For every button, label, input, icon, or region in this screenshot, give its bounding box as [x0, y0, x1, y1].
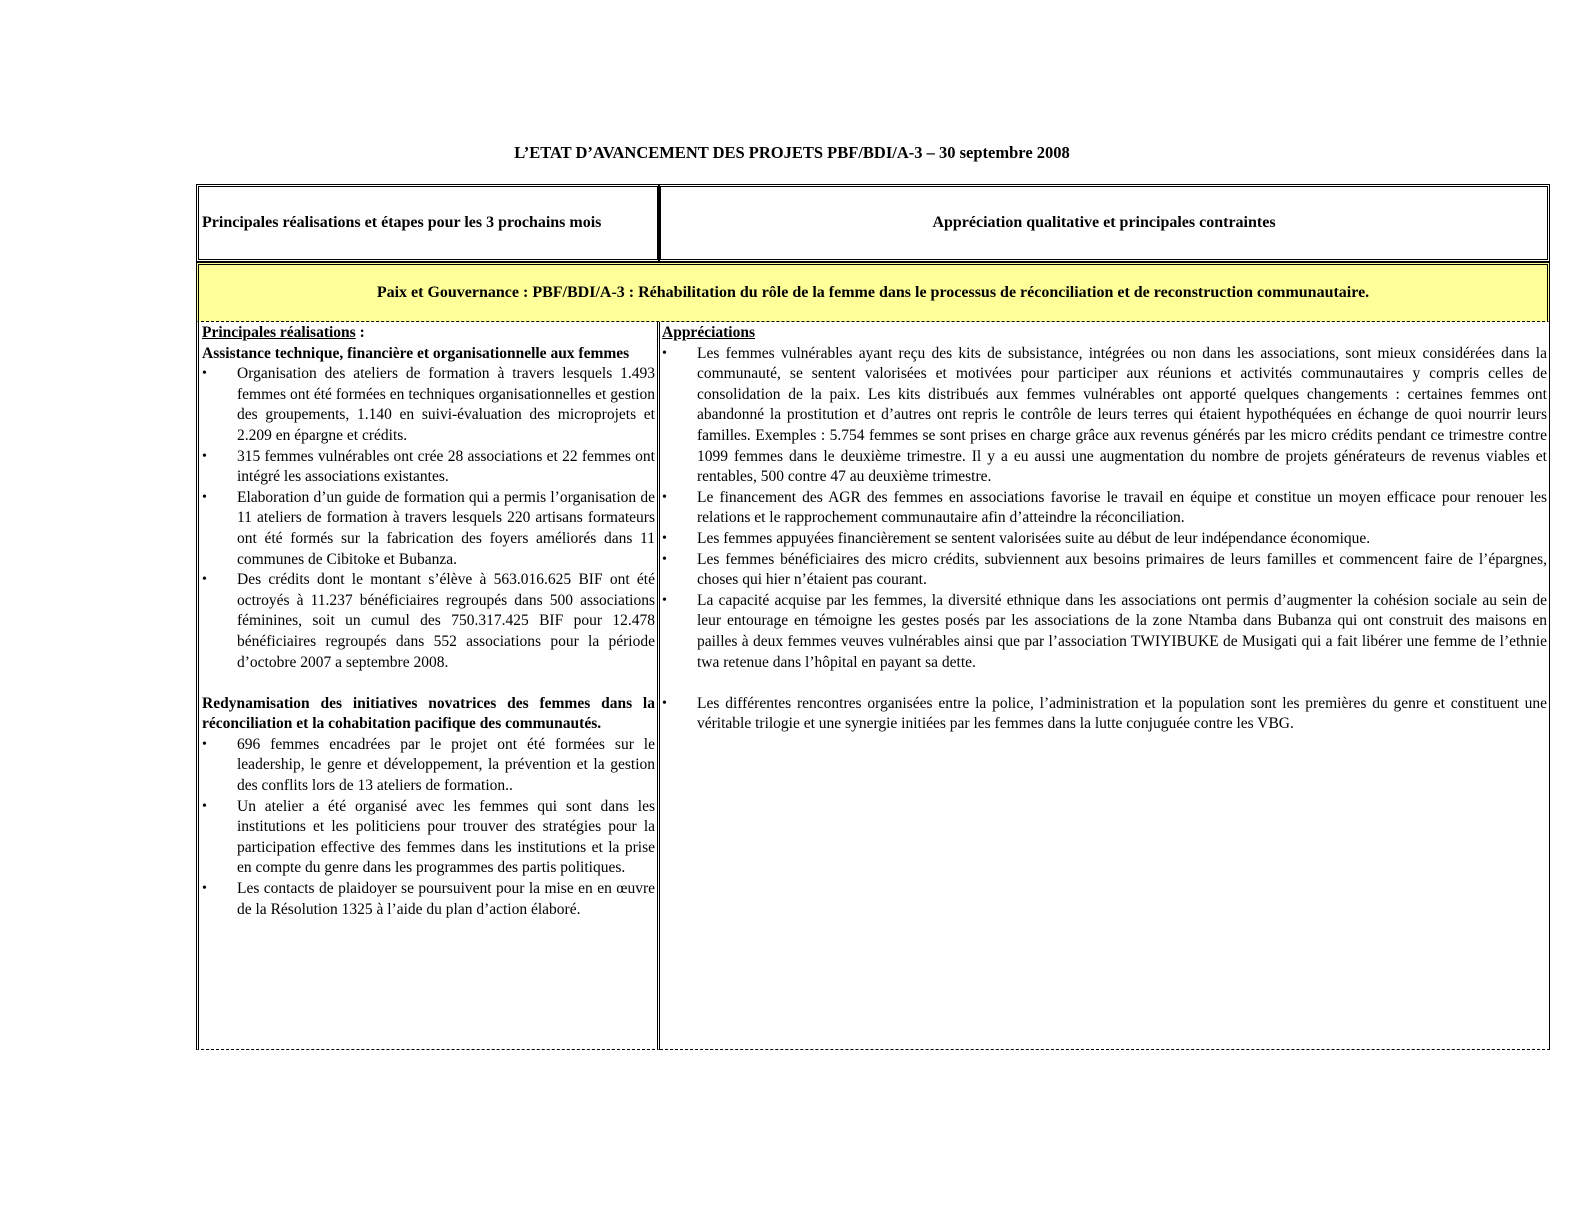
list-item — [202, 364, 655, 446]
bullet-icon: • — [662, 592, 667, 608]
list-item-text: Les femmes bénéficiaires des micro crédits, subviennent aux besoins primaires de leurs familles et commencent faire de l’épargnes, choses qui hier n’étaient pas courant. — [697, 550, 1547, 589]
section-title-redynamisation: Redynamisation des initiatives novatrices des femmes dans la réconciliation et la cohabitation pacifique des communautés. — [202, 694, 655, 733]
progress-table — [196, 184, 1550, 1050]
bullet-icon: • — [202, 448, 207, 464]
list-item-text: Un atelier a été organisé avec les femmes qui sont dans les institutions et les politiciens pour trouver des stratégies pour la participation effective des femmes dans les institutions et la prise en compte du genre dans les programmes des partis politiques. — [237, 797, 655, 877]
list-item — [202, 570, 655, 673]
bullet-icon: • — [662, 345, 667, 361]
list-item — [662, 529, 1547, 550]
section-title-technical-assistance: Assistance technique, financière et organisationnelle aux femmes — [202, 344, 630, 362]
achievements-column — [196, 322, 660, 1050]
bullet-icon: • — [202, 881, 207, 897]
achievements-heading-text: Principales réalisations — [202, 324, 356, 341]
bullet-icon: • — [202, 489, 207, 505]
list-item-text: Des crédits dont le montant s’élève à 563.016.625 BIF ont été octroyés à 11.237 bénéficiaires regroupés dans 500 associations féminines, soit un cumul des 750.317.425 BIF pour 12.478 bénéficiaires regroupés dans 552 associations pour la période d’octobre 2007 a septembre 2008. — [237, 571, 655, 671]
spacer — [662, 673, 1547, 694]
list-item — [662, 488, 1547, 529]
list-item-text: 315 femmes vulnérables ont crée 28 associations et 22 femmes ont intégré les associations existantes. — [237, 447, 655, 486]
header-left-cell: Principales réalisations et étapes pour les 3 prochains mois — [196, 184, 660, 262]
bullet-icon: • — [202, 366, 207, 382]
bullet-icon: • — [662, 551, 667, 567]
bullet-icon: • — [202, 572, 207, 588]
list-item — [202, 879, 655, 920]
project-banner: Paix et Gouvernance : PBF/BDI/A-3 : Réhabilitation du rôle de la femme dans le processus de réconciliation et de reconstruction communautaire. — [196, 262, 1550, 322]
bullet-icon: • — [662, 695, 667, 711]
redynamisation-list — [202, 735, 655, 920]
page-title: L’ETAT D’AVANCEMENT DES PROJETS PBF/BDI/A-3 – 30 septembre 2008 — [514, 143, 1070, 162]
spacer — [202, 673, 655, 694]
list-item-text: Organisation des ateliers de formation à travers lesquels 1.493 femmes ont été formées en techniques organisationnelles et gestion des groupements, 1.140 en suivi-évaluation des microprojets et 2.209 en épargne et crédits. — [237, 365, 655, 444]
bullet-icon: • — [662, 530, 667, 546]
appreciations-heading — [662, 323, 1547, 344]
list-item-text: Elaboration d’un guide de formation qui a permis l’organisation de 11 ateliers de formation à travers lesquels 220 artisans formateurs ont été formés sur la fabrication des foyers améliorés dans 11 communes de Cibitoke et Bubanza. — [237, 488, 655, 568]
list-item-text: Les contacts de plaidoyer se poursuivent pour la mise en en œuvre de la Résolution 1325 à l’aide du plan d’action élaboré. — [237, 880, 655, 918]
bullet-icon: • — [202, 736, 207, 752]
list-item-text: Les différentes rencontres organisées entre la police, l’administration et la population sont les premières du genre et constituent une véritable trilogie et une synergie initiées par les femmes dans la lutte conjuguée contre les VBG. — [697, 694, 1547, 733]
achievements-heading — [202, 323, 655, 344]
bullet-icon: • — [662, 489, 667, 505]
list-item-text: Le financement des AGR des femmes en associations favorise le travail en équipe et constitue un moyen efficace pour renouer les relations et le rapprochement communautaire afin d’atteindre la réconciliation. — [697, 488, 1547, 527]
list-item-text: Les femmes appuyées financièrement se sentent valorisées suite au début de leur indépendance économique. — [697, 529, 1371, 547]
appreciations-column — [660, 322, 1550, 1050]
list-item-text: La capacité acquise par les femmes, la diversité ethnique dans les associations ont permis d’augmenter la cohésion sociale au sein de leur entourage en témoigne les gestes posés par les associations de la zone Ntamba dans Bubanza qui ont construit des maisons en pailles à deux femmes veuves vulnérables ainsi que par l’association TWIYIBUKE de Musigati qui a fait libérer une femme de l’ethnie twa retenue dans l’hôpital en payant sa dette. — [697, 591, 1547, 671]
appreciations-list-continued — [662, 694, 1547, 735]
list-item — [202, 735, 655, 797]
list-item-text: 696 femmes encadrées par le projet ont été formées sur le leadership, le genre et développement, la prévention et la gestion des conflits lors de 13 ateliers de formation.. — [237, 735, 655, 795]
technical-assistance-list — [202, 364, 655, 673]
list-item — [202, 447, 655, 488]
appreciations-heading-text: Appréciations — [662, 324, 755, 341]
list-item — [662, 344, 1547, 488]
appreciations-list — [662, 344, 1547, 674]
bullet-icon: • — [202, 798, 207, 814]
list-item — [202, 797, 655, 879]
list-item — [662, 550, 1547, 591]
list-item — [662, 591, 1547, 673]
list-item — [202, 488, 655, 570]
list-item-text: Les femmes vulnérables ayant reçu des kits de subsistance, intégrées ou non dans les associations, sont mieux considérées dans la communauté, se sentent valorisées et motivées pour participer aux réunions et activités communautaires y compris celles de consolidation de la paix. Les kits distribués aux femmes vulnérables ont apporté quelques changements : certaines femmes ont abandonné la prostitution et d’autres ont repris le contrôle de leurs terres qui étaient hypothéquées en échange de quoi nourrir leurs familles. Exemples : 5.754 femmes se sont prises en charge grâce aux revenus générés par les micro crédits pendant ce trimestre contre 1099 femmes dans le deuxième trimestre. Il y a eu aussi une augmentation du nombre de projets générateurs de revenus viables et rentables, 500 contre 47 au deuxième trimestre. — [697, 344, 1547, 486]
list-item — [662, 694, 1547, 735]
header-right-cell: Appréciation qualitative et principales contraintes — [658, 184, 1550, 262]
achievements-heading-colon: : — [355, 324, 365, 341]
